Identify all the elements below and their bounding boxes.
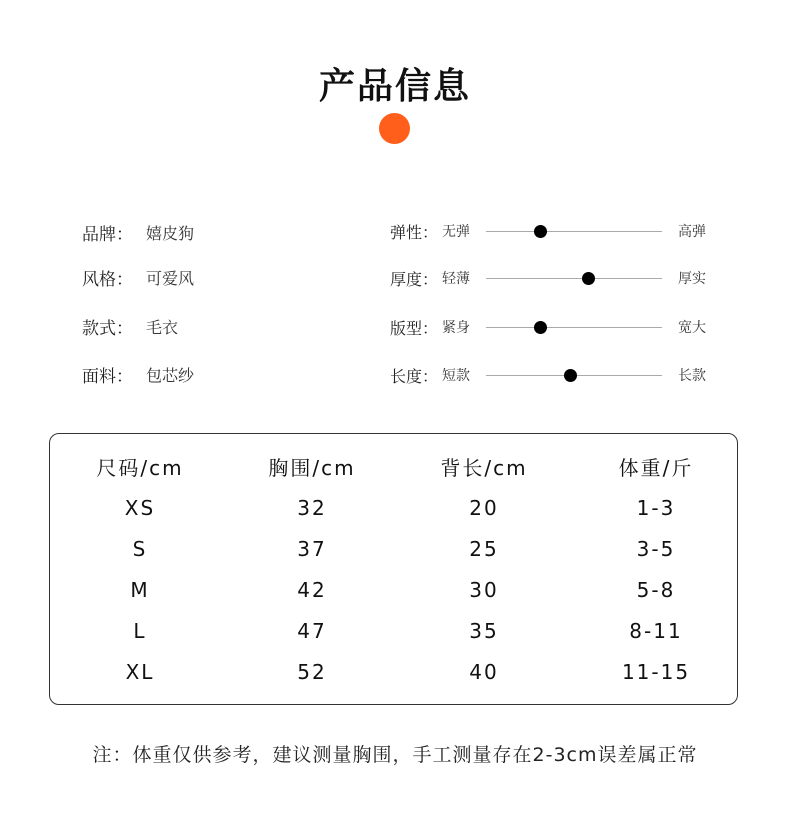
attribute-label: 面料： [82,366,133,387]
table-cell: 47 [297,618,327,643]
slider-label: 长度： [390,366,439,386]
table-row [54,487,742,528]
slider-thickness [390,263,720,293]
table-cell: 8-11 [629,618,683,643]
slider-fit [390,312,720,342]
table-row [54,569,742,610]
page-title: 产品信息 [318,66,471,107]
slider-high-label: 厚实 [678,271,706,287]
slider-low-label: 紧身 [442,320,470,336]
slider-low-label: 短款 [442,368,470,384]
attribute-type [82,311,178,341]
slider-label: 版型： [390,318,439,338]
slider-length [390,360,720,390]
slider-label: 弹性： [390,222,439,242]
table-cell: 40 [469,659,499,684]
table-row [54,528,742,569]
table-cell: XL [125,659,155,684]
slider-high-label: 长款 [678,368,706,384]
slider-knob [534,321,547,334]
slider-low-label: 轻薄 [442,271,470,287]
table-header-cell: 体重/斤 [618,456,694,480]
table-cell: 37 [297,536,327,561]
table-cell: S [132,536,148,561]
slider-high-label: 宽大 [678,320,706,336]
table-cell: 52 [297,659,327,684]
table-cell: 35 [469,618,499,643]
table-cell: 5-8 [636,577,676,602]
table-header-cell: 背长/cm [440,456,528,480]
slider-track [486,231,662,232]
table-cell: 11-15 [621,659,691,684]
attribute-label: 款式： [82,318,133,339]
attribute-value: 嬉皮狗 [146,223,195,243]
attribute-fabric [82,359,194,389]
attribute-value: 包芯纱 [146,365,195,385]
table-cell: L [133,618,147,643]
table-cell: XS [124,495,156,520]
slider-track [486,327,662,328]
slider-knob [534,225,547,238]
attribute-value: 毛衣 [146,317,179,337]
table-cell: 20 [469,495,499,520]
attribute-label: 风格： [82,269,133,290]
attribute-brand [82,217,194,247]
footnote: 注：体重仅供参考，建议测量胸围，手工测量存在2-3cm误差属正常 [92,744,698,766]
table-header-cell: 尺码/cm [96,456,184,480]
slider-knob [582,272,595,285]
attribute-value: 可爱风 [146,268,195,288]
table-row [54,610,742,651]
table-cell: 25 [469,536,499,561]
table-header-cell: 胸围/cm [268,456,356,480]
slider-label: 厚度： [390,269,439,289]
size-table [54,446,742,692]
attribute-style [82,262,194,292]
slider-low-label: 无弹 [442,224,470,240]
table-cell: 1-3 [636,495,676,520]
table-cell: 3-5 [636,536,676,561]
slider-elasticity [390,216,720,246]
slider-track [486,278,662,279]
accent-dot [379,113,410,144]
attribute-label: 品牌： [82,224,133,245]
table-cell: 30 [469,577,499,602]
slider-knob [564,369,577,382]
table-row [54,651,742,692]
table-cell: 32 [297,495,327,520]
table-cell: 42 [297,577,327,602]
slider-high-label: 高弹 [678,224,706,240]
table-cell: M [130,577,150,602]
table-header-row [54,446,742,487]
slider-track [486,375,662,376]
